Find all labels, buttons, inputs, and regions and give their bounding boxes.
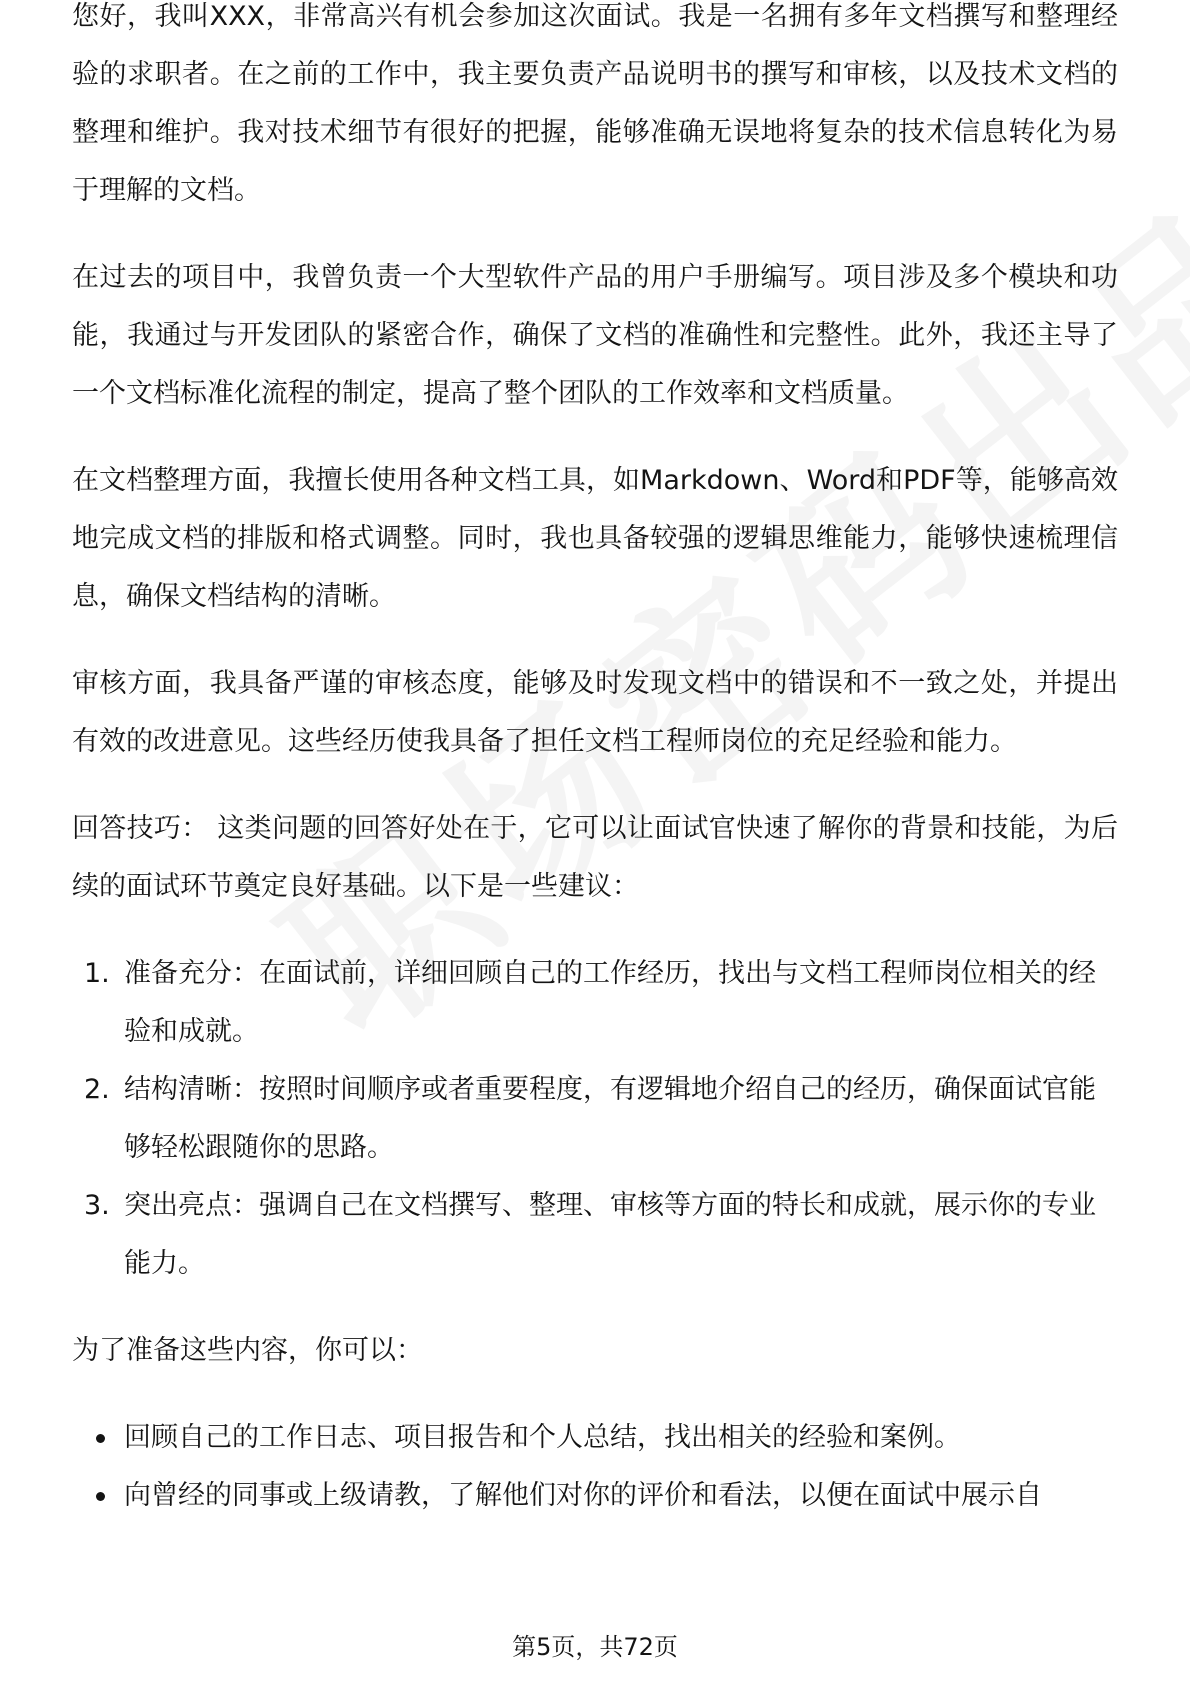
list-item xyxy=(72,945,1118,1061)
bullet-icon xyxy=(96,1492,105,1501)
list-item-text: 结构清晰：按照时间顺序或者重要程度，有逻辑地介绍自己的经历，确保面试官能够轻松跟随你的思路。 xyxy=(124,1074,1096,1163)
paragraph-tools: 在文档整理方面，我擅长使用各种文档工具，如Markdown、Word和PDF等，能够高效地完成文档的排版和格式调整。同时，我也具备较强的逻辑思维能力，能够快速梳理信息，确保文档结构的清晰。 xyxy=(72,465,1118,612)
page-footer: 第5页，共72页 xyxy=(512,1633,678,1661)
tips-list xyxy=(72,945,1118,1293)
list-item-text: 向曾经的同事或上级请教，了解他们对你的评价和看法，以便在面试中展示自 xyxy=(124,1480,1042,1511)
list-number: 1. xyxy=(84,958,110,989)
list-item xyxy=(72,1177,1118,1293)
prep-list xyxy=(72,1409,1118,1525)
list-item xyxy=(72,1409,1118,1467)
paragraph-answer-tips: 回答技巧： 这类问题的回答好处在于，它可以让面试官快速了解你的背景和技能，为后续的面试环节奠定良好基础。以下是一些建议： xyxy=(72,813,1118,902)
paragraph-prep-intro: 为了准备这些内容，你可以： xyxy=(72,1335,423,1366)
paragraph-review: 审核方面，我具备严谨的审核态度，能够及时发现文档中的错误和不一致之处，并提出有效的改进意见。这些经历使我具备了担任文档工程师岗位的充足经验和能力。 xyxy=(72,668,1118,757)
page-content xyxy=(72,1,1118,1525)
list-number: 2. xyxy=(84,1074,110,1105)
bullet-icon xyxy=(96,1434,105,1443)
list-item xyxy=(72,1467,1118,1525)
list-item-text: 准备充分：在面试前，详细回顾自己的工作经历，找出与文档工程师岗位相关的经验和成就。 xyxy=(124,958,1096,1047)
list-number: 3. xyxy=(84,1190,110,1221)
paragraph-intro: 您好，我叫XXX，非常高兴有机会参加这次面试。我是一名拥有多年文档撰写和整理经验的求职者。在之前的工作中，我主要负责产品说明书的撰写和审核，以及技术文档的整理和维护。我对技术细节有很好的把握，能够准确无误地将复杂的技术信息转化为易于理解的文档。 xyxy=(72,1,1118,206)
list-item-text: 突出亮点：强调自己在文档撰写、整理、审核等方面的特长和成就，展示你的专业能力。 xyxy=(124,1190,1096,1279)
list-item-text: 回顾自己的工作日志、项目报告和个人总结，找出相关的经验和案例。 xyxy=(124,1422,961,1453)
paragraph-project: 在过去的项目中，我曾负责一个大型软件产品的用户手册编写。项目涉及多个模块和功能，我通过与开发团队的紧密合作，确保了文档的准确性和完整性。此外，我还主导了一个文档标准化流程的制定，提高了整个团队的工作效率和文档质量。 xyxy=(72,262,1118,409)
list-item xyxy=(72,1061,1118,1177)
